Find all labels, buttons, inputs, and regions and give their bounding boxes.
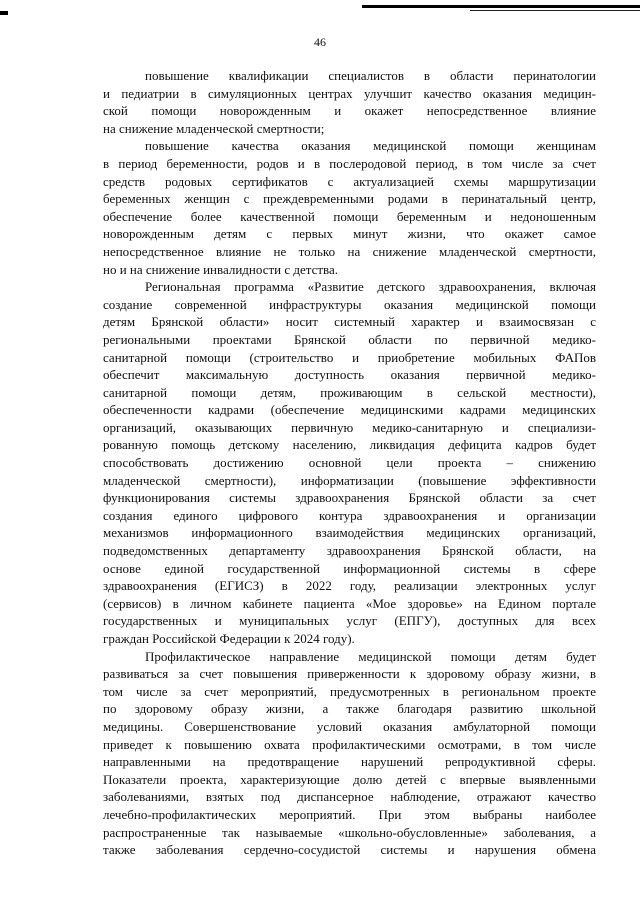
text-line: рованную помощь детскому населению, ликвидация дефицита кадров будет <box>103 437 596 453</box>
text-line: том числе за счет мероприятий, предусмотренных в региональном проекте <box>103 683 596 699</box>
text-line: на снижение младенческой смертности; <box>103 120 325 136</box>
text-line: санитарной помощи (строительство и приобретение мобильных ФАПов <box>103 349 596 365</box>
text-line: Региональная программа «Развитие детского здравоохранения, включая <box>145 279 596 295</box>
text-line: беременных женщин с преждевременными родами в перинатальный центр, <box>103 191 596 207</box>
text-line: новорожденным детям с первых минут жизни, что окажет самое <box>103 226 596 242</box>
text-line: Профилактическое направление медицинской помощи детям будет <box>145 648 596 664</box>
document-body <box>103 67 596 859</box>
text-line: механизмов информационного взаимодействия медицинских организаций, <box>103 525 596 541</box>
scan-edge-mark <box>0 11 8 15</box>
text-line: (сервисов) в личном кабинете пациента «Мое здоровье» на Едином портале <box>103 595 596 611</box>
text-line: основе единой государственной информационной системы в сфере <box>103 560 596 576</box>
text-line: Показатели проекта, характеризующие долю детей с впервые выявленными <box>103 771 596 787</box>
text-line: функционирования системы здравоохранения Брянской области за счет <box>103 490 596 506</box>
text-line: создания единого цифрового контура здравоохранения и организации <box>103 507 596 523</box>
text-line: повышение квалификации специалистов в области перинатологии <box>145 68 596 83</box>
text-line: младенческой смертности), информатизации (повышение эффективности <box>103 472 596 488</box>
text-line: медицины. Совершенствование условий оказания амбулаторной помощи <box>103 718 596 734</box>
text-line: в период беременности, родов и в послеродовой период, в том числе за счет <box>103 155 596 171</box>
text-line: детям Брянской области» носит системный характер и взаимосвязан с <box>103 314 596 330</box>
text-line: по здоровому образу жизни, а также благодаря развитию школьной <box>103 701 596 717</box>
text-line: также заболевания сердечно-сосудистой системы и нарушения обмена <box>103 842 596 858</box>
text-line: распространенные так называемые «школьно-обусловленные» заболевания, а <box>103 824 596 840</box>
text-line: организаций, оказывающих первичную медико-санитарную и специализи- <box>103 419 596 435</box>
text-line: здравоохранения (ЕГИСЗ) в 2022 году, реализации электронных услуг <box>103 578 596 594</box>
text-line: региональными проектами Брянской области по первичной медико- <box>103 331 596 347</box>
page-number: 46 <box>314 35 326 49</box>
text-line: и педиатрии в симуляционных центрах улучшит качество оказания медицин- <box>103 85 596 101</box>
text-line: способствовать достижению основной цели проекта – снижению <box>103 455 596 471</box>
text-line: приведет к повышению охвата профилактическими осмотрами, в том числе <box>103 736 596 752</box>
top-border-line-thin <box>470 10 640 11</box>
text-line: заболеваниями, взятых под диспансерное наблюдение, отражают качество <box>103 789 596 805</box>
text-line: санитарной помощи детям, проживающим в сельской местности), <box>103 384 596 400</box>
text-line: средств родовых сертификатов с актуализацией схемы маршрутизации <box>103 173 596 189</box>
text-line: создание современной инфраструктуры оказания медицинской помощи <box>103 296 596 312</box>
text-line: граждан Российской Федерации к 2024 году). <box>103 631 355 646</box>
text-line: государственных и муниципальных услуг (ЕПГУ), доступных для всех <box>103 613 596 629</box>
text-line: обеспечит максимальную доступность оказания первичной медико- <box>103 367 596 383</box>
text-line: подведомственных департаменту здравоохранения Брянской области, на <box>103 543 596 559</box>
text-line: обеспеченности кадрами (обеспечение медицинскими кадрами медицинских <box>103 402 596 418</box>
text-line: ской помощи новорожденным и окажет непосредственное влияние <box>103 103 596 119</box>
text-line: развиваться за счет повышения приверженности к здоровому образу жизни, в <box>103 666 596 682</box>
text-line: непосредственное влияние не только на снижение младенческой смертности, <box>103 243 596 259</box>
text-line: направленными на предотвращение нарушений репродуктивной сферы. <box>103 754 596 770</box>
text-line: повышение качества оказания медицинской помощи женщинам <box>145 138 596 154</box>
text-line: но и на снижение инвалидности с детства. <box>103 261 339 277</box>
text-line: лечебно-профилактических мероприятий. При этом выбраны наиболее <box>103 806 596 822</box>
top-border-line <box>362 5 640 8</box>
text-line: обеспечение более качественной помощи беременным и недоношенным <box>103 208 596 224</box>
